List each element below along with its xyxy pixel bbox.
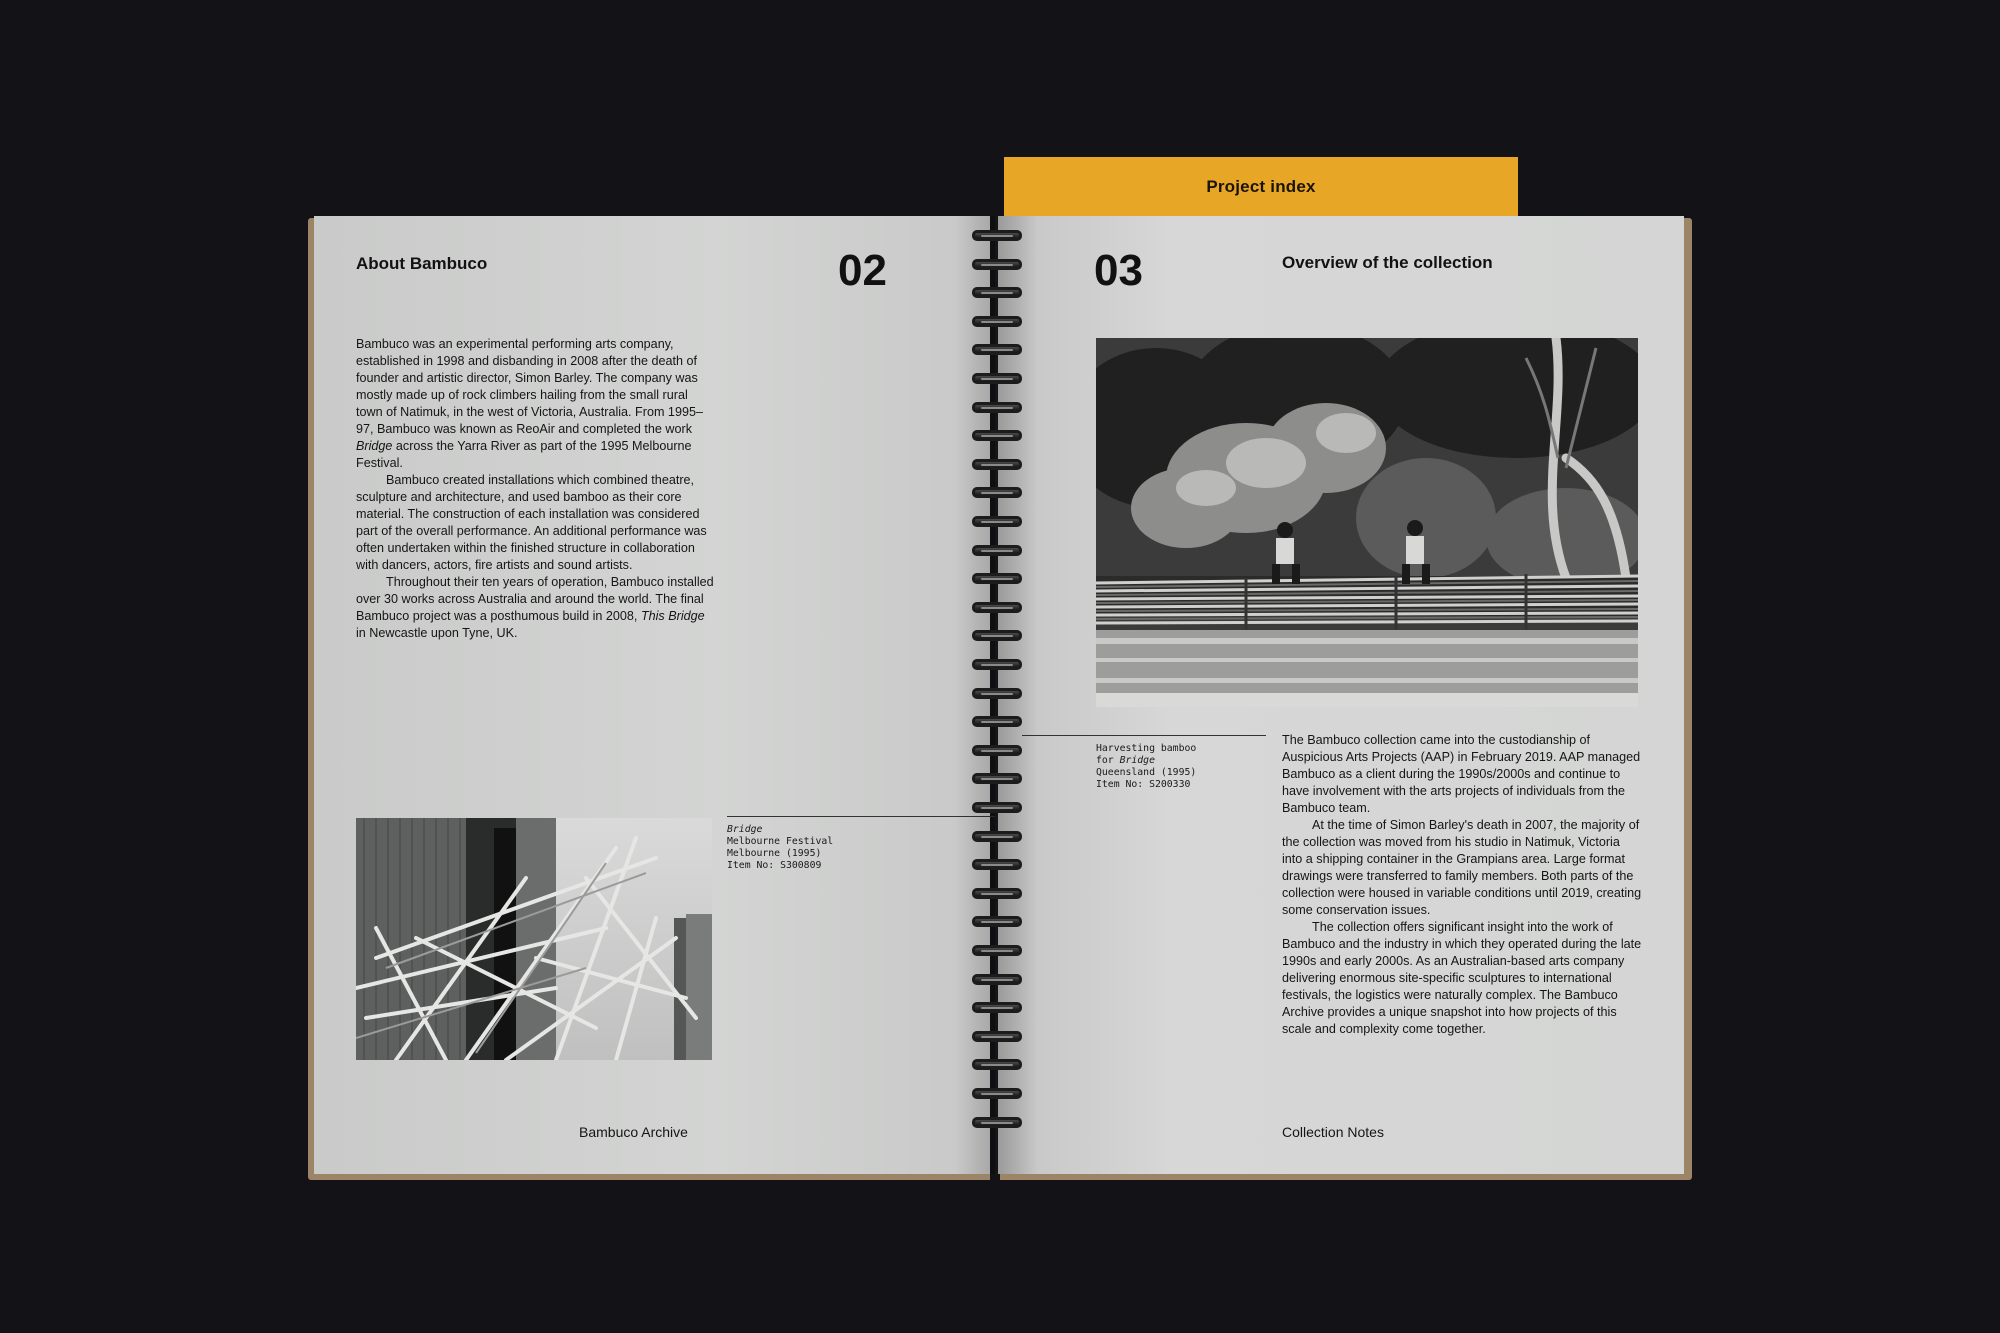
- spiral-ring: [972, 373, 1022, 384]
- spiral-ring: [972, 573, 1022, 584]
- left-body-text: [356, 336, 716, 642]
- spiral-ring: [972, 316, 1022, 327]
- left-photo-caption: [727, 824, 833, 872]
- spiral-ring: [972, 945, 1022, 956]
- left-caption-line: Item No: S300809: [727, 860, 822, 871]
- spiral-ring: [972, 1002, 1022, 1013]
- spiral-ring: [972, 459, 1022, 470]
- right-caption-rule: [1022, 735, 1266, 736]
- spiral-ring: [972, 1088, 1022, 1099]
- left-caption-line: Melbourne Festival: [727, 836, 834, 847]
- right-body-paragraph: At the time of Simon Barley's death in 2007, the majority of the collection was moved from his studio in Natimuk, Victoria into a shipping container in the Grampians area. Large format drawings were transferred to family members. Both parts of the collection were housed in variable conditions until 2019, creating some conservation issues.: [1282, 818, 1642, 917]
- harvesting-bamboo-image: [1096, 338, 1638, 707]
- left-page-heading: About Bambuco: [356, 254, 488, 273]
- right-caption-title: Bridge: [1119, 755, 1155, 766]
- spiral-ring: [972, 1117, 1022, 1128]
- spiral-ring: [972, 602, 1022, 613]
- spiral-ring: [972, 831, 1022, 842]
- spiral-ring: [972, 545, 1022, 556]
- spiral-ring: [972, 287, 1022, 298]
- harvesting-bamboo-photo: [1096, 338, 1638, 707]
- spiral-ring: [972, 1059, 1022, 1070]
- left-body-italic-title: This Bridge: [640, 609, 705, 623]
- spiral-ring: [972, 888, 1022, 899]
- left-body-paragraph: Throughout their ten years of operation, Bambuco installed over 30 works across Australia and around the world. The final Bambuco project was a posthumous build in 2008, This Bridge in Newcastle upon Tyne, UK.: [356, 575, 714, 640]
- spiral-ring: [972, 344, 1022, 355]
- right-caption-prefix: for: [1096, 755, 1120, 766]
- project-index-tab-label: Project index: [1206, 176, 1316, 196]
- left-caption-line: Melbourne (1995): [727, 848, 822, 859]
- left-caption-title: Bridge: [727, 824, 763, 835]
- spiral-ring: [972, 745, 1022, 756]
- spiral-ring: [972, 630, 1022, 641]
- spiral-ring: [972, 802, 1022, 813]
- left-page-footer: Bambuco Archive: [579, 1124, 688, 1140]
- right-caption-line: Queensland (1995): [1096, 767, 1197, 778]
- spiral-ring: [972, 916, 1022, 927]
- right-page-number: 03: [1094, 246, 1143, 295]
- project-index-tab[interactable]: [1004, 157, 1518, 216]
- spiral-ring: [972, 716, 1022, 727]
- right-body-paragraph: The Bambuco collection came into the custodianship of Auspicious Arts Projects (AAP) in February 2019. AAP managed Bambuco as a client during the 1990s/2000s and continue to have involvement with the arts projects of individuals from the Bambuco team.: [1282, 733, 1641, 815]
- left-page-number: 02: [838, 246, 887, 295]
- right-body-text: [1282, 732, 1642, 1038]
- right-photo-caption: [1096, 743, 1196, 791]
- spiral-ring: [972, 402, 1022, 413]
- spiral-ring: [972, 688, 1022, 699]
- spiral-ring: [972, 1031, 1022, 1042]
- left-body-italic-title: Bridge: [356, 439, 393, 453]
- bridge-photo: [356, 818, 712, 1060]
- spiral-ring: [972, 259, 1022, 270]
- left-body-paragraph: Bambuco was an experimental performing arts company, established in 1998 and disbanding in 2008 after the death of founder and artistic director, Simon Barley. The company was mostly made up of rock climbers hailing from the small rural town of Natimuk, in the west of Victoria, Australia. From 1995–97, Bambuco was known as ReoAir and completed the work Bridge across the Yarra River as part of the 1995 Melbourne Festival.: [356, 337, 703, 470]
- spiral-ring: [972, 430, 1022, 441]
- bamboo-structure-image: [356, 818, 712, 1060]
- right-body-paragraph: The collection offers significant insight into the work of Bambuco and the industry in which they operated during the late 1990s and early 2000s. As an Australian-based arts company delivering enormous site-specific sculptures to international festivals, the logistics were naturally complex. The Bambuco Archive provides a unique snapshot into how projects of this scale and complexity come together.: [1282, 920, 1642, 1036]
- spiral-ring: [972, 516, 1022, 527]
- right-page-footer: Collection Notes: [1282, 1124, 1384, 1140]
- spiral-ring: [972, 859, 1022, 870]
- right-caption-line: Harvesting bamboo: [1096, 743, 1197, 754]
- spiral-ring: [972, 659, 1022, 670]
- spiral-ring: [972, 773, 1022, 784]
- spiral-ring: [972, 487, 1022, 498]
- right-caption-line: Item No: S200330: [1096, 779, 1191, 790]
- right-page-heading: Overview of the collection: [1282, 253, 1493, 272]
- left-body-paragraph: Bambuco created installations which combined theatre, sculpture and architecture, and used bamboo as their core material. The construction of each installation was considered part of the overall performance. An additional performance was often undertaken within the finished structure in collaboration with dancers, actors, fire artists and sound artists.: [356, 473, 707, 572]
- spiral-ring: [972, 230, 1022, 241]
- spiral-ring: [972, 974, 1022, 985]
